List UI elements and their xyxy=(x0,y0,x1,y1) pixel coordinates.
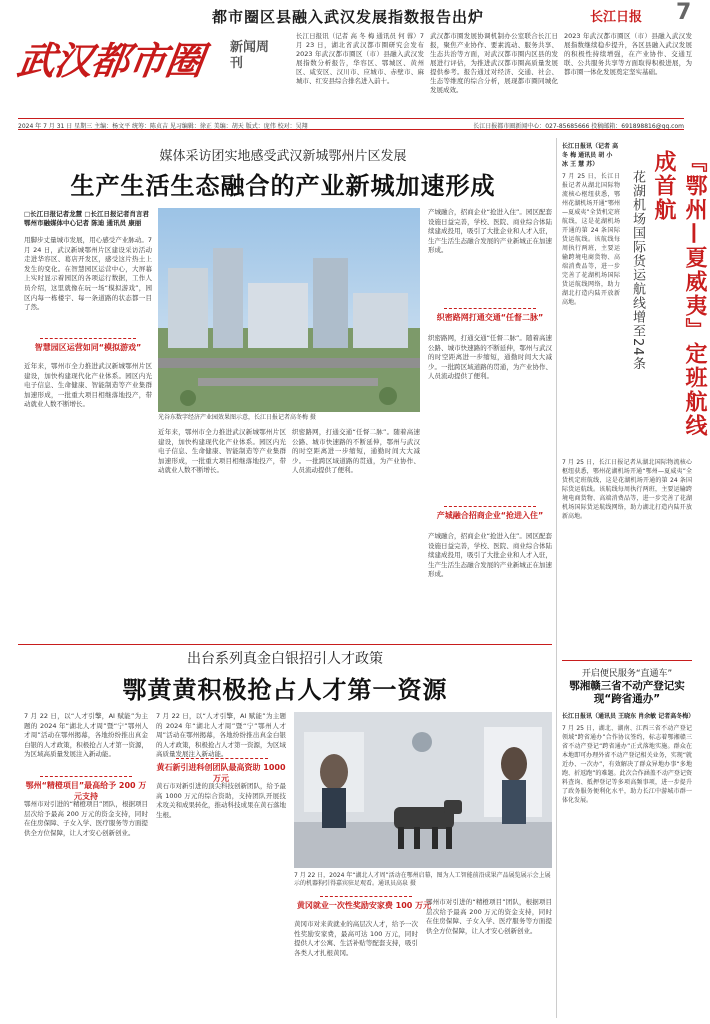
meta-right: 长江日报都市圈新闻中心：027-85685666 投稿邮箱：691898816@qq.com xyxy=(473,123,684,130)
story2-kicker: 出台系列真金白银招引人才政策 xyxy=(187,651,383,667)
story2-col3: 黄冈市对来黄就业的高层次人才，给予一次性奖励安家费，最高可达 100 万元，同时提供人才公寓、生活补贴等配套支持，吸引各类人才扎根黄冈。 xyxy=(294,920,418,957)
side1-subtitle: 花湖机场国际货运航线增至24条 xyxy=(630,170,645,371)
story2-top-rule xyxy=(18,644,552,645)
story1-byline-line2: 鄂州市融媒体中心记者 陈迪 通讯员 康丽 xyxy=(24,219,142,227)
side1-byline: 长江日报讯（记者 高 冬 梅 通讯员 胡 小 冰 王 慧 苏） xyxy=(562,143,619,168)
paper-name: 长江日报 xyxy=(590,10,643,25)
story1-col4b: 织密路网，打通交通“任督二脉”。随着高速公路、城市快速路的不断延伸，鄂州与武汉的时空距离进一步缩短，通勤时间大大减少。一批跨区域道路的贯通，为产业协作、人员流动提供了便利。 xyxy=(428,334,552,381)
story1-byline xyxy=(24,210,152,228)
intro-column-right: 2023 年武汉都市圈区（市）县融入武汉发展指数继续稳步提升，各区县融入武汉发展的积极性持续增强，在产业协作、交通互联、公共服务共享等方面取得积极进展，为都市圈一体化发展奠定坚实基础。 xyxy=(564,32,692,76)
story1-col4: 产城融合，招商企业“抢进入住”。园区配套设施日益完善，学校、医院、商业综合体陆续建成投用，吸引了大批企业和人才入驻，生产生活生态融合发展的产业新城正在加速形成。 xyxy=(428,208,552,255)
side2-kicker: 开启便民服务“直通车” xyxy=(581,669,673,679)
story2-col1b: 鄂州市对引进的“精橙项目”团队，根据项目层次给予最高 200 万元的资金支持，同时在住房保障、子女入学、医疗服务等方面提供全方位保障，让人才安心创新创业。 xyxy=(24,800,148,837)
story2-photo xyxy=(294,712,552,868)
side1-body-a: 7 月 25 日，长江日报记者从湖北国际物流核心枢纽获悉，鄂州花湖机场开通“鄂州—夏威夷”全货机定班航线，这是花湖机场开通的第 24 条国际货运航线。该航线每周执行两班，主要运输跨境电商货物、高端消费品等，进一步完善了花湖机场国际货运航线网络，助力湖北打造内陆开放新高地。 xyxy=(562,173,620,306)
story1-sub1: 智慧园区运营如同“模拟游戏” xyxy=(34,343,142,352)
masthead xyxy=(14,30,228,100)
story1-sub3: 产城融合招商企业“抢进入住” xyxy=(436,511,544,520)
intro-column-left: 长江日报讯（记者 高 冬 梅 通讯员 何 蓉）7 月 23 日，湖北省武汉都市圈研究会发布 2023 年武汉都市圈区（市）县融入武汉发展指数分析报告，华容区、鄂城区、黄州区、咸安区、汉川市、应城市、赤壁市、麻城市、红安县综合排名进入前十。 xyxy=(296,32,424,85)
story1-sub2-rule xyxy=(444,308,536,309)
story2-sub3-rule xyxy=(320,896,412,897)
story2-col4: 鄂州市对引进的“精橙项目”团队，根据项目层次给予最高 200 万元的资金支持，同时在住房保障、子女入学、医疗服务等方面提供全方位保障，让人才安心创新创业。 xyxy=(426,898,552,935)
story2-photo-caption: 7 月 22 日，2024 年“湖北人才周”活动在鄂州启幕，图为人工智能前沿成果产品展览展示会上展示的机器狗引得嘉宾驻足观看。通讯员高泉 摄 xyxy=(294,872,551,887)
story2-sub2-rule xyxy=(176,758,268,759)
robot-dog-exhibition-image xyxy=(294,712,552,868)
masthead-subtitle: 新闻周刊 xyxy=(230,40,270,71)
story1-byline-line1: □长江日报记者龙慧 □长江日报记者肖言君 xyxy=(24,210,150,218)
story1-sub1-rule xyxy=(40,338,136,339)
industrial-park-aerial-image xyxy=(158,208,420,412)
story2-sub1-rule xyxy=(40,776,132,777)
story2-sub3: 黄冈就业一次性奖励安家费 100 万元 xyxy=(296,901,432,910)
story2-col2: 7 月 22 日，以“人才引擎，AI 赋能”为主题的 2024 年“湖北人才周”暨“宁”鄂州人才周”活动在鄂州揭幕，各地纷纷推出真金白银的人才政策，积极抢占人才第一资源，为区域高质量发展注入新动能。 xyxy=(156,712,286,759)
side2-body: 7 月 25 日，湖北、湖南、江西三省不动产登记领域“跨省通办”合作协议签约，标志着鄂湘赣三省不动产登记“跨省通办”正式落地实施。群众在本地即可办理外省不动产登记相关业务，实现“就近办、一次办”，有效解决了群众异地办事“多地跑、折返跑”的难题。此次合作涵盖不动产登记资料查询、抵押登记等多项高频事项，进一步提升了政务服务便利化水平，助力长江中游城市群一体化发展。 xyxy=(562,725,692,804)
sidebar-divider xyxy=(556,138,557,1018)
story1-col1b: 近年来，鄂州市全力推进武汉新城鄂州片区建设，加快构建现代化产业体系。园区内光电子信息、生命健康、智能制造等产业集群加速形成，一批重大项目相继落地投产，带动就业人数不断增长。 xyxy=(24,362,152,409)
page-number: 7 xyxy=(676,0,692,25)
side2-byline: 长江日报讯（通讯员 王晓东 肖余敏 记者高冬梅） xyxy=(562,713,695,720)
side2-top-rule xyxy=(562,660,692,661)
story2-col2b: 黄石市对新引进的顶尖科技创新团队，给予最高 1000 万元的综合资助，支持团队开展技术攻关和成果转化，推动科技成果在黄石落地生根。 xyxy=(156,782,286,819)
story2-col1: 7 月 22 日，以“人才引擎，AI 赋能”为主题的 2024 年“湖北人才周”暨“宁”鄂州人才周”活动在鄂州揭幕，各地纷纷推出真金白银的人才政策，积极抢占人才第一资源，为区域高质量发展注入新动能。 xyxy=(24,712,148,759)
story1-sub2: 织密路网打通交通“任督二脉” xyxy=(436,313,544,322)
story1-headline: 生产生活生态融合的产业新城加速形成 xyxy=(70,172,496,200)
intro-column-mid: 武汉都市圈发展协调机制办公室联合长江日报，聚焦产业协作、要素流动、服务共享、生态共治等方面，对武汉都市圈内区县的发展进行评估，为推进武汉都市圈高质量发展提供参考。报告通过对经济、交通、社会、生态等维度的综合分析，展现都市圈同城化发展成效。 xyxy=(430,32,558,94)
side1-title: 『鄂州—夏威夷』定班航线成首航 xyxy=(651,150,707,438)
story2-sub2: 黄石新引进科创团队最高资助 1000 万元 xyxy=(156,763,286,783)
story1-sub3-rule xyxy=(444,506,536,507)
top-headline: 都市圈区县融入武汉发展指数报告出炉 xyxy=(212,8,485,26)
side2-headline: 鄂湘赣三省不动产登记实现“跨省通办” xyxy=(569,680,685,705)
story1-photo xyxy=(158,208,420,412)
masthead-title: 武汉都市圈 xyxy=(14,38,206,83)
story1-photo-caption: 光谷东数字经济产业园效果图示意，长江日报记者高冬梅 摄 xyxy=(158,414,316,421)
story1-col1: 用脚步丈量城市发展，用心感受产业脉动。7 月 24 日，武汉新城鄂州片区建设采访活动走进华容区、葛店开发区，感受这片热土上发生的变化。在智慧园区运营中心，大屏幕上实时显示着园区的各项运行数据，工作人员介绍，这里就像在玩一场“模拟游戏”，园区内每一栋楼宇、每一条道路的状态都一目了然。 xyxy=(24,236,152,312)
story2-headline: 鄂黄黄积极抢占人才第一资源 xyxy=(122,676,448,704)
story1-kicker: 媒体采访团实地感受武汉新城鄂州片区发展 xyxy=(159,149,407,164)
side1-body-b: 7 月 25 日，长江日报记者从湖北国际物流核心枢纽获悉，鄂州花湖机场开通“鄂州—夏威夷”全货机定班航线，这是花湖机场开通的第 24 条国际货运航线。该航线每周执行两班，主要运输跨境电商货物、高端消费品等，进一步完善了花湖机场国际货运航线网络，助力湖北打造内陆开放新高地。 xyxy=(562,459,692,520)
story1-col2: 近年来，鄂州市全力推进武汉新城鄂州片区建设，加快构建现代化产业体系。园区内光电子信息、生命健康、智能制造等产业集群加速形成，一批重大项目相继落地投产，带动就业人数不断增长。 xyxy=(158,428,286,475)
meta-bar xyxy=(18,118,684,130)
meta-left: 2024 年 7 月 31 日 星期三 主编：杨文平 统筹：陈贞吉 见习编辑：徐正 美编：胡天 版式：庞伟 校对：吴翔 xyxy=(18,123,308,130)
story1-col3: 织密路网，打通交通“任督二脉”。随着高速公路、城市快速路的不断延伸，鄂州与武汉的时空距离进一步缩短，通勤时间大大减少。一批跨区域道路的贯通，为产业协作、人员流动提供了便利。 xyxy=(292,428,420,475)
story2-sub1: 鄂州“精橙项目”最高给予 200 万元支持 xyxy=(25,781,147,801)
story1-col4c: 产城融合，招商企业“抢进入住”。园区配套设施日益完善，学校、医院、商业综合体陆续建成投用，吸引了大批企业和人才入驻，生产生活生态融合发展的产业新城正在加速形成。 xyxy=(428,532,552,579)
